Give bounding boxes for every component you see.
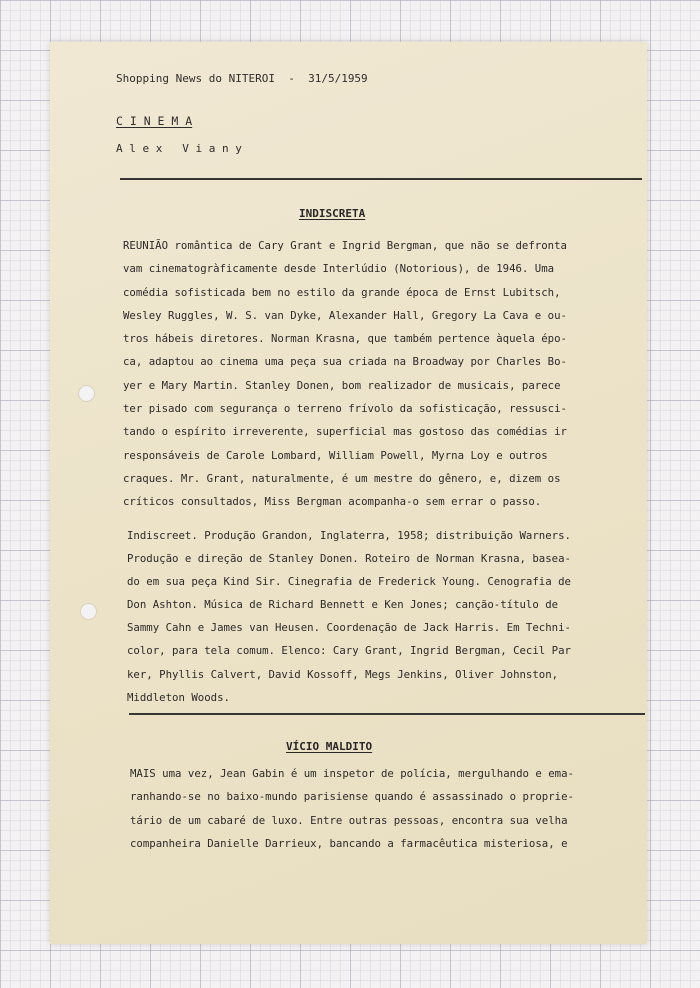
text-line: Wesley Ruggles, W. S. van Dyke, Alexander Hall, Gregory La Cava e ou- (123, 308, 567, 322)
text-line: ranhando-se no baixo-mundo parisiense quando é assassinado o proprie- (130, 790, 574, 804)
text-line: Indiscreet. Produção Grandon, Inglaterra, 1958; distribuição Warners. (127, 529, 571, 542)
text-line: REUNIÃO romântica de Cary Grant e Ingrid Bergman, que não se defronta (123, 239, 567, 252)
punch-hole-top (78, 385, 95, 402)
text-line: comédia sofisticada bem no estilo da grande época de Ernst Lubitsch, (123, 285, 561, 299)
review-body-indiscreta (123, 234, 633, 514)
text-line: MAIS uma vez, Jean Gabin é um inspetor de polícia, mergulhando e ema- (130, 767, 574, 780)
text-line: tário de um cabaré de luxo. Entre outras pessoas, encontra sua velha (130, 813, 568, 827)
text-line: Don Ashton. Música de Richard Bennett e Ken Jones; canção-título de (127, 598, 559, 612)
text-line: companheira Danielle Darrieux, bancando a farmacêutica misteriosa, e (130, 836, 568, 850)
typed-page (50, 42, 647, 944)
text-line: ter pisado com segurança o terreno frívolo da sofisticação, ressusci- (123, 402, 567, 416)
review-body-vicio-maldito (130, 762, 640, 855)
publication-date: 31/5/1959 (308, 72, 368, 85)
divider-middle (129, 713, 645, 715)
text-line: críticos consultados, Miss Bergman acompanha-o sem errar o passo. (123, 495, 542, 509)
text-line: responsáveis de Carole Lombard, William Powell, Myrna Loy e outros (123, 448, 548, 462)
text-line: color, para tela comum. Elenco: Cary Grant, Ingrid Bergman, Cecil Par (127, 644, 571, 658)
text-line: tros hábeis diretores. Norman Krasna, que também pertence àquela épo- (123, 332, 567, 346)
header-separator: - (288, 72, 295, 85)
text-line: vam cinematogràficamente desde Interlúdio (Notorious), de 1946. Uma (123, 262, 555, 276)
text-line: Middleton Woods. (127, 690, 230, 704)
header-line (116, 72, 368, 85)
author-name: A l e x V i a n y (116, 142, 242, 155)
publication-name: Shopping News do NITEROI (116, 72, 275, 85)
review-title-indiscreta: INDISCRETA (299, 207, 366, 220)
review-title-vicio-maldito: VÍCIO MALDITO (286, 740, 373, 753)
credits-indiscreta (127, 524, 637, 709)
text-line: yer e Mary Martin. Stanley Donen, bom realizador de musicais, parece (123, 378, 561, 392)
text-line: Produção e direção de Stanley Donen. Roteiro de Norman Krasna, basea- (127, 552, 571, 566)
punch-hole-bottom (80, 603, 97, 620)
text-line: craques. Mr. Grant, naturalmente, é um mestre do gênero, e, dizem os (123, 471, 561, 485)
section-title: C I N E M A (116, 114, 193, 128)
text-line: ca, adaptou ao cinema uma peça sua criada na Broadway por Charles Bo- (123, 355, 567, 369)
text-line: do em sua peça Kind Sir. Cinegrafia de Frederick Young. Cenografia de (127, 575, 571, 589)
text-line: tando o espírito irreverente, superficial mas gostoso das comédias ir (123, 425, 567, 439)
text-line: Sammy Cahn e James van Heusen. Coordenação de Jack Harris. Em Techni- (127, 621, 571, 635)
divider-top (120, 178, 642, 180)
text-line: ker, Phyllis Calvert, David Kossoff, Megs Jenkins, Oliver Johnston, (127, 667, 559, 681)
